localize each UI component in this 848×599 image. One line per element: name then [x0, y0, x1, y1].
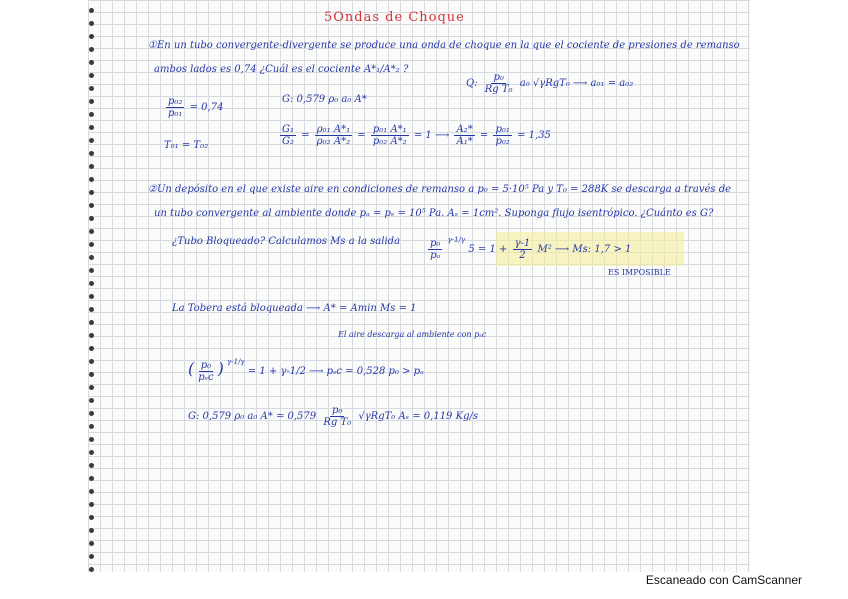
binding-hole	[89, 502, 94, 507]
binding-hole	[89, 450, 94, 455]
ratio-den: p₀₁	[168, 108, 183, 119]
mass-flow-formula: G: 0,579 ρ₀ a₀ A*	[282, 94, 367, 105]
problem-1-statement-line1: ①En un tubo convergente-divergente se produce una onda de choque en la que el cociente de presiones de remanso	[148, 40, 740, 51]
p-area-den: p₀₂ A*₂	[372, 136, 407, 147]
notebook-page	[88, 0, 750, 572]
binding-hole	[89, 307, 94, 312]
binding-hole	[89, 203, 94, 208]
page-title: 5Ondas de Choque	[324, 10, 465, 25]
mass-flow-lhs: G: 0,579 ρ₀ a₀ A* = 0,579	[188, 411, 317, 422]
mach-squared: M²	[537, 244, 552, 255]
paren-num: p₀	[200, 360, 212, 371]
paren-fraction	[196, 360, 215, 383]
impossible-note: ES IMPOSIBLE	[608, 268, 671, 277]
binding-hole	[89, 47, 94, 52]
critical-pressure-equation: ( p₀ pₛc ) $^{\gamma-1/\gamma}$ = 1 + γ-1/2 ⟶ pₛc = 0,528 p₀ > pₐ	[188, 358, 424, 383]
area-ratio-result: = 1,35	[517, 130, 551, 141]
binding-hole	[89, 411, 94, 416]
area-fraction	[454, 124, 474, 147]
p0-den: p₀₂	[495, 136, 510, 147]
sound-speed-relation: a₀ √γRgT₀ ⟶ a₀₁ = a₀₂	[519, 78, 634, 89]
equals-one-plus: = 1 +	[477, 244, 508, 255]
problem-2-statement-line1: ②Un depósito en el que existe aire en condiciones de remanso a p₀ = 5·10⁵ Pa y T₀ = 288K se descarga a través de	[148, 184, 732, 195]
g-frac-den: G₂	[282, 136, 294, 147]
mass-flow-result	[188, 405, 478, 428]
binding-hole	[89, 372, 94, 377]
q-label: Q:	[466, 78, 478, 89]
discharge-note: El aire descarga al ambiente con pₛc	[338, 330, 487, 339]
mass-flow-num: p₀	[332, 405, 343, 416]
binding-hole	[89, 463, 94, 468]
mass-flow-rhs: √γRgT₀ Aₛ = 0,119 Kg/s	[358, 411, 478, 422]
ratio-fraction	[166, 96, 184, 119]
pressure-ratio	[164, 96, 223, 119]
p0-pa-fraction	[428, 238, 442, 261]
binding-hole	[89, 489, 94, 494]
binding-hole	[89, 21, 94, 26]
binding-hole	[89, 177, 94, 182]
area-den: A₁*	[456, 136, 473, 147]
p0-num: p₀₁	[495, 124, 510, 135]
equals-one: = 1 ⟶	[413, 130, 450, 141]
binding-holes	[88, 0, 98, 572]
p0-fraction	[493, 124, 511, 147]
gamma-num: γ-1	[514, 238, 531, 249]
paren-den: pₛc	[198, 372, 214, 383]
binding-hole	[89, 333, 94, 338]
g-frac-num: G₁	[282, 124, 294, 135]
blocked-question: ¿Tubo Bloqueado? Calculamos Ms a la salida	[172, 236, 401, 247]
ratio-value: = 0,74	[189, 102, 224, 113]
binding-hole	[89, 385, 94, 390]
binding-hole	[89, 8, 94, 13]
rho-frac-den: Rg T₀	[484, 84, 513, 95]
gamma-fraction	[513, 238, 533, 261]
binding-hole	[89, 216, 94, 221]
binding-hole	[89, 268, 94, 273]
scanner-watermark: Escaneado con CamScanner	[645, 573, 802, 587]
binding-hole	[89, 554, 94, 559]
blocked-statement: La Tobera está bloqueada ⟶ A* = Amin Ms = 1	[172, 303, 417, 314]
binding-hole	[89, 190, 94, 195]
rho-fraction	[483, 72, 515, 95]
temperature-equality: T₀₁ = T₀₂	[164, 140, 209, 151]
q-relation	[466, 72, 633, 95]
binding-hole	[89, 255, 94, 260]
binding-hole	[89, 112, 94, 117]
binding-hole	[89, 229, 94, 234]
paren-exponent: γ-1/γ	[227, 358, 245, 366]
exponent: γ-1/γ	[447, 236, 466, 244]
binding-hole	[89, 151, 94, 156]
binding-hole	[89, 34, 94, 39]
binding-hole	[89, 60, 94, 65]
binding-hole	[89, 359, 94, 364]
mach-result: ⟶ Ms: 1,7 > 1	[554, 244, 632, 255]
p-area-num: p₀₁ A*₁	[372, 124, 407, 135]
rho-frac-num: p₀	[493, 72, 504, 83]
five-value: 5	[468, 244, 475, 255]
rho-area-num: ρ₀₁ A*₁	[316, 124, 351, 135]
rho-area-fraction	[315, 124, 352, 147]
binding-hole	[89, 346, 94, 351]
ratio-num: p₀₂	[168, 96, 183, 107]
area-num: A₂*	[456, 124, 473, 135]
g-fraction	[280, 124, 296, 147]
problem-2-statement-line2: un tubo convergente al ambiente donde pₐ = pₛ = 10⁵ Pa. Aₛ = 1cm². Suponga flujo isentrópico. ¿Cuánto es G?	[154, 208, 714, 219]
binding-hole	[89, 99, 94, 104]
binding-hole	[89, 424, 94, 429]
rho-area-den: ρ₀₂ A*₂	[316, 136, 351, 147]
binding-hole	[89, 164, 94, 169]
binding-hole	[89, 541, 94, 546]
binding-hole	[89, 320, 94, 325]
area-ratio-derivation: $\frac{\text{G₁}}{\text{G₂}}$ = $\frac{\text{ρ₀₁ A*₁}}{\text{ρ₀₂ A*₂}}$ = $\frac{\text{p₀₁ A*₁}}{\text{p₀₂ A*₂}}$ = 1 ⟶ $\frac{\text{A₂*}}{\text{A₁*}}$ = $\frac{\text{p₀₁}}{\text{p₀₂}}$ = 1,35	[282, 124, 551, 147]
binding-hole	[89, 398, 94, 403]
binding-hole	[89, 138, 94, 143]
binding-hole	[89, 515, 94, 520]
critical-pressure-result: = 1 + γ-1/2 ⟶ pₛc = 0,528 p₀ > pₐ	[247, 366, 424, 377]
gamma-den: 2	[519, 250, 526, 261]
binding-hole	[89, 567, 94, 572]
problem-1-statement-line2: ambos lados es 0,74 ¿Cuál es el cociente A*₁/A*₂ ?	[154, 64, 409, 75]
binding-hole	[89, 476, 94, 481]
binding-hole	[89, 73, 94, 78]
p0-pa-num: p₀	[430, 238, 441, 249]
binding-hole	[89, 125, 94, 130]
binding-hole	[89, 528, 94, 533]
p-area-fraction	[371, 124, 409, 147]
binding-hole	[89, 86, 94, 91]
binding-hole	[89, 281, 94, 286]
mass-flow-den: Rg T₀	[323, 417, 352, 428]
binding-hole	[89, 242, 94, 247]
mach-exit-equation	[426, 236, 631, 261]
binding-hole	[89, 294, 94, 299]
p0-pa-den: pₐ	[430, 250, 441, 261]
binding-hole	[89, 437, 94, 442]
mass-flow-fraction	[321, 405, 353, 428]
